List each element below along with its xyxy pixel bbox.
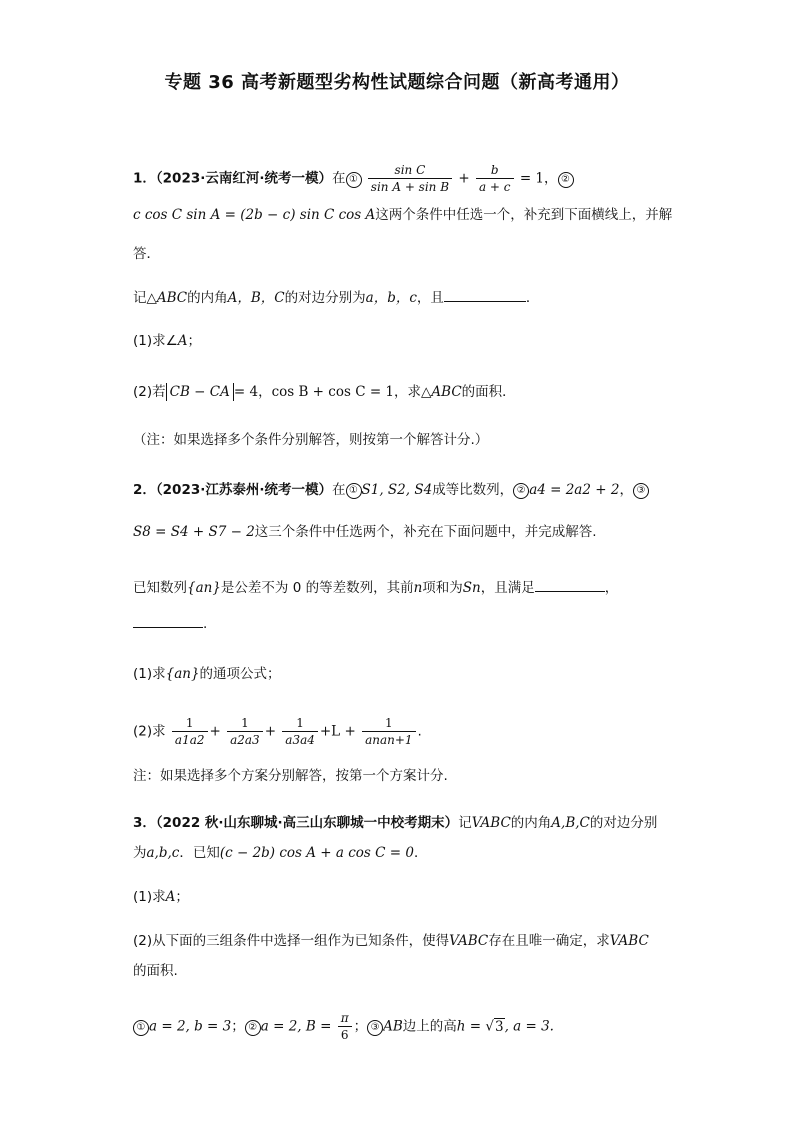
q1-part-1: (1)求∠A； (133, 333, 201, 349)
q1-line-2: c cos C sin A = (2b − c) sin C cos A这两个条件中任选一个，补充到下面横线上，并解 (133, 207, 673, 223)
q2-source: （2023·江苏泰州·统考一模） (155, 482, 332, 498)
q3-sqrt: 3 (494, 1018, 504, 1035)
q1-line-4: 记△ABC的内角A，B，C的对边分别为a，b，c，且 ． (133, 290, 540, 306)
q2-line-2: S8 = S4 + S7 − 2这三个条件中任选两个，补充在下面问题中，并完成解答. (133, 524, 597, 540)
q3-line-1: 3．（2022 秋·山东聊城·高三山东聊城一中校考期末）记VABC的内角A,B,C的对边分别 (133, 815, 658, 831)
q1-fraction-1: $\frac{\text{sin C}}{\text{sin A + sin B}}$ (368, 162, 452, 195)
q3-source: （2022 秋·山东聊城·高三山东聊城一中校考期末） (155, 815, 459, 831)
q2-fraction-2: $\frac{1}{a2a3}$ (227, 715, 263, 748)
q1-condition-2: c cos C sin A = (2b − c) sin C cos A (133, 207, 376, 223)
q2-part-1: (1)求{an}的通项公式； (133, 666, 281, 682)
q3-number: 3． (133, 815, 156, 831)
q3-circle-2: ② (245, 1020, 261, 1036)
q1-circle-1: ① (346, 172, 362, 188)
q3-part-2-line-2: 的面积. (133, 963, 178, 979)
q2-circle-1: ① (346, 483, 362, 499)
q2-line-4: . (133, 614, 207, 634)
q1-part-2: (2)若 CB − CA = 4，cos B + cos C = 1，求△ABC的面积． (133, 384, 516, 400)
q2-line-3: 已知数列{an}是公差不为 0 的等差数列，其前n项和为Sn，且满足 ， (133, 580, 619, 596)
q2-number: 2． (133, 482, 156, 498)
q1-source: （2023·云南红河·统考一模） (155, 170, 332, 187)
q2-answer-blank-1[interactable] (535, 590, 605, 592)
q2-circle-2: ② (513, 483, 529, 499)
q3-part-1: (1)求A； (133, 889, 189, 905)
q1-line-1: 1．（2023·云南红河·统考一模）在 ① $\frac{\text{sin C}}{\text{sin A + sin B}}$ + $\frac{b}{a + c}$ = 1， ② (133, 162, 574, 195)
q3-pi-fraction: $\frac{\pi}{6}$ (338, 1010, 352, 1043)
q2-line-1: 2．（2023·江苏泰州·统考一模）在 ① S1, S2, S4成等比数列， ② a4 = 2a2 + 2， ③ (133, 480, 649, 500)
q2-fraction-3: $\frac{1}{a3a4}$ (282, 715, 318, 748)
q2-note: 注：如果选择多个方案分别解答，按第一个方案计分. (133, 768, 448, 784)
q1-note: （注：如果选择多个条件分别解答，则按第一个解答计分.） (133, 432, 489, 448)
q1-number: 1． (133, 170, 156, 187)
q1-fraction-2: $\frac{b}{a + c}$ (476, 162, 514, 195)
q2-circle-3: ③ (633, 483, 649, 499)
q1-circle-2: ② (558, 172, 574, 188)
q3-line-2: 为a,b,c．已知(c − 2b) cos A + a cos C = 0． (133, 845, 428, 861)
q1-answer-blank[interactable] (444, 300, 526, 302)
q3-part-2-line-1: (2)从下面的三组条件中选择一组作为已知条件，使得VABC存在且唯一确定，求VABC (133, 933, 649, 949)
q1-vector-abs: CB − CA (166, 383, 234, 401)
q2-answer-blank-2[interactable] (133, 626, 203, 628)
page-title: 专题 36 高考新题型劣构性试题综合问题（新高考通用） (164, 72, 630, 93)
q3-options: ① a = 2, b = 3； ② a = 2, B = $\frac{\pi}{6}$ ； ③ AB边上的高h = √3, a = 3. (133, 1010, 554, 1043)
q1-line-3: 答． (133, 246, 160, 262)
q3-circle-3: ③ (367, 1020, 383, 1036)
q2-part-2: (2)求 $\frac{1}{a1a2}$ + $\frac{1}{a2a3}$ + $\frac{1}{a3a4}$ +L + $\frac{1}{\text{anan+1}}$ . (133, 716, 422, 747)
q2-fraction-1: $\frac{1}{a1a2}$ (172, 715, 208, 748)
q3-circle-1: ① (133, 1020, 149, 1036)
q2-fraction-4: $\frac{1}{\text{anan+1}}$ (362, 715, 415, 748)
